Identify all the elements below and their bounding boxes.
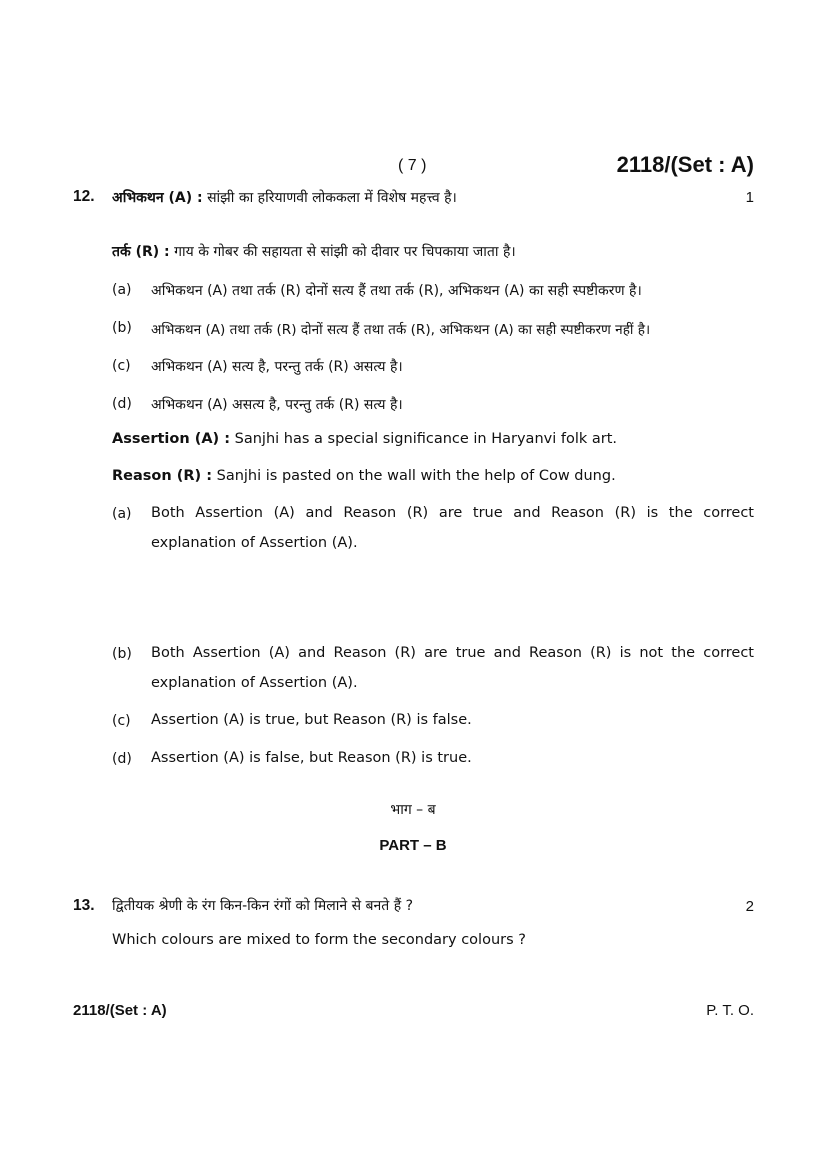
pto-label: P. T. O.	[706, 1002, 754, 1019]
page-number: ( 7 )	[398, 157, 427, 174]
option-hindi-a-text: अभिकथन (A) तथा तर्क (R) दोनों सत्य हैं तथा तर्क (R), अभिकथन (A) का सही स्पष्टीकरण है।	[151, 283, 642, 299]
reason-hindi-text: गाय के गोबर की सहायता से सांझी को दीवार पर चिपकाया जाता है।	[174, 244, 516, 260]
option-hindi-d-text: अभिकथन (A) असत्य है, परन्तु तर्क (R) सत्य है।	[151, 397, 403, 413]
option-english-c-label: (c)	[112, 713, 131, 729]
option-english-b-line2: explanation of Assertion (A).	[151, 675, 358, 691]
option-english-b-label: (b)	[112, 646, 132, 662]
option-english-d-label: (d)	[112, 751, 132, 767]
option-hindi-c-label: (c)	[112, 358, 131, 374]
reason-english-label: Reason (R) :	[112, 468, 213, 484]
reason-english-text: Sanjhi is pasted on the wall with the help of Cow dung.	[216, 468, 616, 484]
assertion-hindi-label: अभिकथन (A) :	[112, 190, 203, 206]
part-b-heading-english: PART – B	[379, 837, 447, 854]
option-hindi-a-label: (a)	[112, 282, 132, 298]
paper-code-footer: 2118/(Set : A)	[73, 1002, 167, 1019]
reason-hindi	[112, 242, 516, 261]
assertion-hindi	[112, 188, 457, 207]
question-13-english: Which colours are mixed to form the secondary colours ?	[112, 932, 526, 948]
question-marks: 2	[745, 898, 754, 915]
option-english-a-label: (a)	[112, 506, 132, 522]
assertion-english-label: Assertion (A) :	[112, 431, 231, 447]
reason-hindi-label: तर्क (R) :	[112, 244, 170, 260]
question-marks: 1	[745, 189, 754, 206]
option-hindi-c-text: अभिकथन (A) सत्य है, परन्तु तर्क (R) असत्य है।	[151, 359, 403, 375]
option-english-b-line1: Both Assertion (A) and Reason (R) are true and Reason (R) is not the correct	[151, 645, 754, 661]
option-hindi-b-label: (b)	[112, 320, 132, 336]
question-number: 13.	[73, 897, 95, 914]
assertion-hindi-text: सांझी का हरियाणवी लोककला में विशेष महत्त्व है।	[207, 190, 457, 206]
question-13-hindi: द्वितीयक श्रेणी के रंग किन-किन रंगों को मिलाने से बनते हैं ?	[112, 898, 414, 914]
part-b-heading-hindi: भाग – ब	[390, 802, 436, 818]
option-english-c-text: Assertion (A) is true, but Reason (R) is false.	[151, 712, 472, 728]
option-hindi-b-text: अभिकथन (A) तथा तर्क (R) दोनों सत्य हैं तथा तर्क (R), अभिकथन (A) का सही स्पष्टीकरण नहीं है।	[151, 322, 651, 338]
assertion-english-text: Sanjhi has a special significance in Haryanvi folk art.	[234, 431, 618, 447]
question-number: 12.	[73, 188, 95, 205]
assertion-english	[112, 431, 617, 447]
option-english-a-line1: Both Assertion (A) and Reason (R) are true and Reason (R) is the correct	[151, 505, 754, 521]
paper-code-header: 2118/(Set : A)	[616, 152, 754, 177]
option-english-a-line2: explanation of Assertion (A).	[151, 535, 358, 551]
reason-english	[112, 468, 616, 484]
option-hindi-d-label: (d)	[112, 396, 132, 412]
option-english-d-text: Assertion (A) is false, but Reason (R) is true.	[151, 750, 472, 766]
